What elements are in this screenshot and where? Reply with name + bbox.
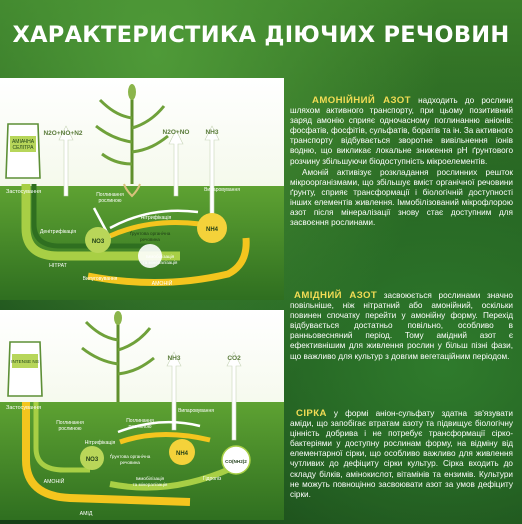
immobilization-label-1: Іммобілізація bbox=[135, 476, 165, 481]
organic-label-2: речовина bbox=[139, 237, 161, 242]
volatilization-label: Випаровування bbox=[178, 408, 214, 414]
hydrolysis-label: Гідроліз bbox=[202, 476, 222, 482]
amide-paragraph: засвоюється рослинами значно повільніше, ніж нітратний або амонійний, оскільки повинен спочатку перейти у амонійну форму. Перехід відбувається достатньо повільно, особливо в ранньовесняний період. Тому амідний азот є ефективнішим для живлення рослин у більш пізні фази, що важливо для культур з довгим вегетаційним періодом. bbox=[290, 291, 513, 361]
organic-label-2: речовина bbox=[119, 460, 141, 465]
plant-uptake-label-4: рослиною bbox=[128, 424, 152, 430]
immobilization-label-1: Іммобілізація bbox=[145, 254, 175, 259]
fertilizer-bag-icon bbox=[6, 124, 40, 178]
nitrification-label: Нітрифікація bbox=[140, 215, 172, 221]
organic-label-1: Ґрунтова органічна bbox=[109, 454, 151, 459]
nh4-label: NH4 bbox=[205, 227, 219, 233]
sulfur-heading: СІРКА bbox=[296, 408, 327, 419]
denitrification-label: Денітрифікація bbox=[39, 229, 77, 235]
ammonium-flow-label: АМОНІЙ bbox=[43, 479, 65, 485]
leaching-label: Вилуговування bbox=[82, 276, 118, 282]
co2-label: CO2 bbox=[227, 355, 241, 362]
page-title: ХАРАКТЕРИСТИКА ДІЮЧИХ РЕЧОВИН bbox=[12, 22, 510, 48]
ammonium-flow-label: АМОНІЙ bbox=[151, 281, 173, 287]
no3-label: NO3 bbox=[85, 457, 99, 463]
nitrogen-cycle-diagram-intense-ns bbox=[0, 310, 284, 520]
ammonium-nitrogen-section bbox=[290, 96, 513, 228]
bag-label-line1: АМІАЧНА bbox=[11, 139, 35, 145]
ammonium-paragraph: надходить до рослини шляхом активного транспорту, при цьому позитивний заряд амонію сприяє одночасному поглинанню аніонів: фосфатів, фосфітів, сульфатів, боратів та ін. За активного транспорту відбувається зворотне вивільнення іонів водню, що викликає локальне зниження pH ґрунтового розчину збільшуючи біодоступність мікроелементів. bbox=[290, 96, 513, 166]
bag-label-line2: СЕЛІТРА bbox=[12, 145, 34, 151]
fertilizer-bag-icon bbox=[8, 342, 42, 396]
gas-loss-label: N2O+NO+N2 bbox=[43, 130, 83, 137]
nh4-label: NH4 bbox=[175, 451, 189, 457]
application-label: Застосування bbox=[6, 189, 42, 195]
plant-uptake-label-1: Поглинання bbox=[56, 420, 84, 426]
immobilization-label-2: та мінералізація bbox=[132, 482, 168, 487]
amide-nitrogen-section bbox=[290, 291, 513, 362]
nitrification-label: Нітрифікація bbox=[84, 440, 116, 446]
organic-label-1: Ґрунтова органічна bbox=[129, 231, 171, 236]
bag-label: INTENSE NS bbox=[11, 359, 39, 364]
plant-uptake-label-2: рослиною bbox=[98, 198, 122, 204]
amide-flow-label: АМІД bbox=[79, 511, 93, 517]
plant-uptake-label-1: Поглинання bbox=[96, 192, 124, 198]
ammonium-paragraph-2: Амоній активізує розкладання рослинних решток мікроорганізмами, що збільшує вміст органічної речовини ґрунту, сприяє трансформації і біологічній доступності інших елементів живлення. Іммобілізований мікрофлорою азот після мінералізації знову стає доступним для засвоєння рослинами. bbox=[290, 167, 513, 228]
no3-label: NO3 bbox=[91, 239, 105, 245]
immobilization-label-2: та мінералізація bbox=[142, 260, 178, 265]
ammonium-heading: АМОНІЙНИЙ АЗОТ bbox=[312, 95, 411, 106]
amide-heading: АМІДНИЙ АЗОТ bbox=[294, 290, 378, 301]
plant-uptake-label-2: рослиною bbox=[58, 426, 82, 432]
urea-label: CO(NH2)2 bbox=[225, 459, 247, 464]
nitrate-label: НІТРАТ bbox=[49, 263, 67, 269]
ammonia-label: NH3 bbox=[205, 129, 219, 136]
application-label: Застосування bbox=[6, 405, 42, 411]
volatilization-label: Випаровування bbox=[204, 187, 240, 193]
sulfur-section bbox=[290, 409, 513, 500]
ammonia-label: NH3 bbox=[167, 355, 181, 362]
plant-uptake-label-3: Поглинання bbox=[126, 418, 154, 424]
gas-loss-label-2: N2O+NO bbox=[162, 129, 190, 136]
nitrogen-cycle-diagram-ammonium-nitrate bbox=[0, 78, 284, 300]
sulfur-paragraph: у формі аніон-сульфату здатна зв'язувати аміди, що запобігає втратам азоту та підвищує біологічну цінність добрива і не потребує трансформації сіркобактеріями у доступну рослинам форму, на відміну від елементарної сірки, що особливо важливо для живлення чутливих до дефіциту сірки культур. Сірка входить до складу білків, амінокислот, вітамінів та ензимів. Культури не можуть повноцінно засвоювати азот за умов дефіциту сірки. bbox=[290, 409, 513, 499]
